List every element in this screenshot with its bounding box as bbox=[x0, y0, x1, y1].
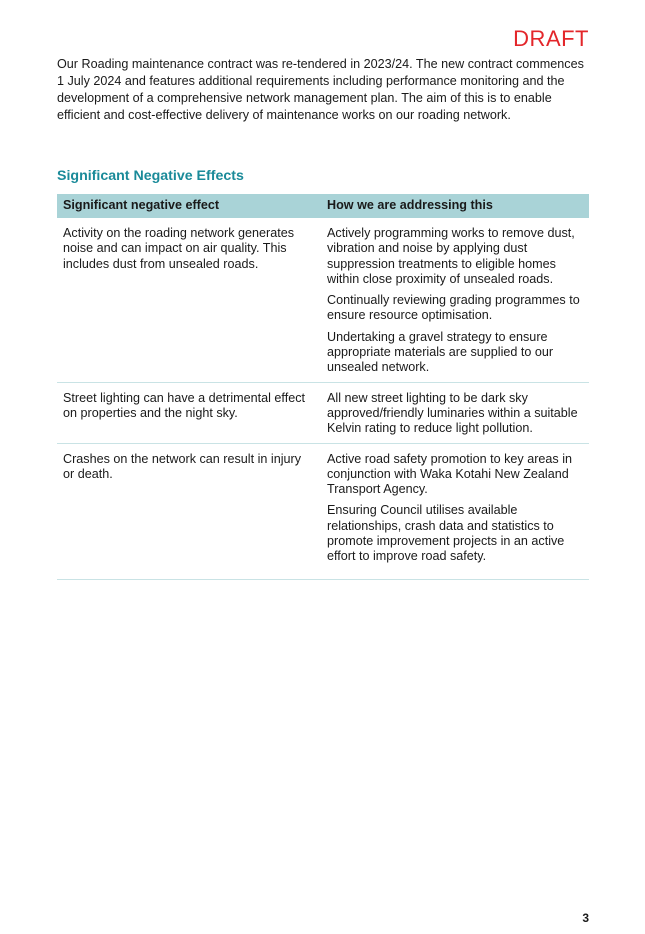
response-paragraph: Ensuring Council utilises available relationships, crash data and statistics to promote improvement projects in an active effort to improve road safety. bbox=[327, 503, 565, 564]
response-paragraph: Active road safety promotion to key areas in conjunction with Waka Kotahi New Zealand Transport Agency. bbox=[327, 451, 573, 497]
response-cell bbox=[321, 382, 589, 443]
response-paragraph: Actively programming works to remove dust, vibration and noise by applying dust suppression treatments to eligible homes within close proximity of unsealed roads. bbox=[327, 226, 575, 286]
effect-cell: Activity on the roading network generates noise and can impact on air quality. This includes dust from unsealed roads. bbox=[57, 218, 321, 382]
table-row bbox=[57, 382, 589, 443]
response-paragraph: Undertaking a gravel strategy to ensure appropriate materials are supplied to our unsealed network. bbox=[327, 329, 554, 375]
table-header-addressing: How we are addressing this bbox=[321, 194, 589, 218]
effect-cell: Crashes on the network can result in injury or death. bbox=[57, 443, 321, 579]
intro-paragraph: Our Roading maintenance contract was re-tendered in 2023/24. The new contract commences 1 July 2024 and features additional requirements including performance monitoring and the development of a comprehensive network management plan. The aim of this is to enable efficient and cost-effective delivery of maintenance works on our roading network. bbox=[57, 57, 584, 122]
table-row bbox=[57, 218, 589, 382]
draft-watermark: DRAFT bbox=[513, 26, 589, 51]
response-paragraph: All new street lighting to be dark sky approved/friendly luminaries within a suitable Kelvin rating to reduce light pollution. bbox=[327, 390, 578, 436]
response-paragraph: Continually reviewing grading programmes to ensure resource optimisation. bbox=[327, 293, 580, 323]
page-number: 3 bbox=[582, 911, 589, 925]
effects-table bbox=[57, 194, 589, 580]
response-cell bbox=[321, 443, 589, 579]
response-cell bbox=[321, 218, 589, 382]
effect-cell: Street lighting can have a detrimental effect on properties and the night sky. bbox=[57, 382, 321, 443]
section-heading: Significant Negative Effects bbox=[57, 168, 244, 184]
table-header-row bbox=[57, 194, 589, 218]
table-header-effect: Significant negative effect bbox=[57, 194, 321, 218]
table-row bbox=[57, 443, 589, 579]
